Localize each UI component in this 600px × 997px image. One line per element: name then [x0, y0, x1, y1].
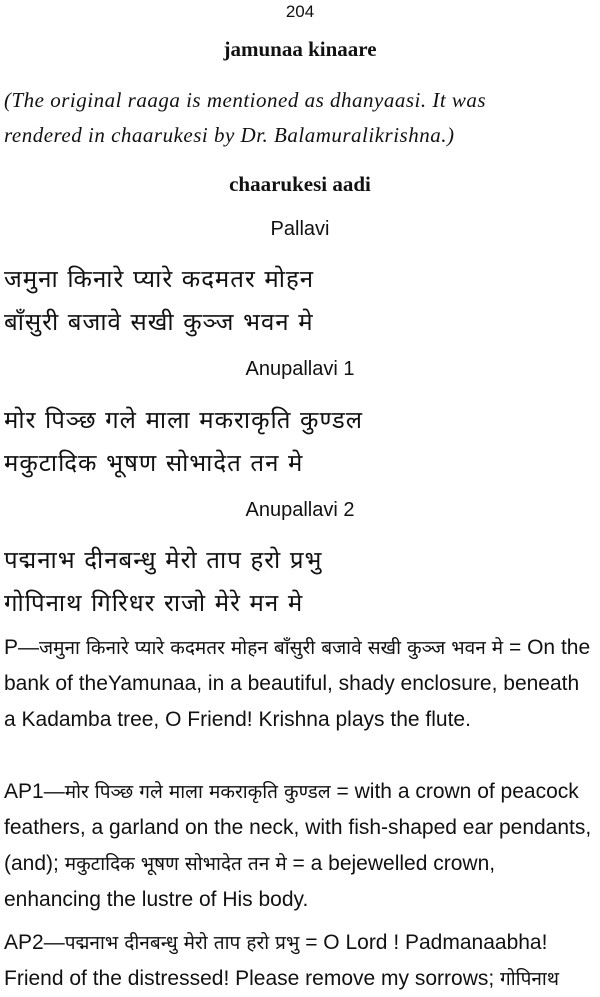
song-title: jamunaa kinaare [223, 37, 377, 61]
anupallavi-1-meaning-text-1: = with a crown of peacock feathers, a garland on the neck, with fish-shaped ear pendants, (and); [4, 780, 592, 875]
anupallavi-2-line-2: गोपिनाथ गिरिधर राजो मेरे मन मे [4, 589, 304, 617]
anupallavi-1-meaning [4, 774, 596, 918]
anupallavi-1-meaning-devanagari-1: मोर पिञ्छ गले माला मकराकृति कुण्डल [64, 781, 331, 803]
pallavi-meaning [4, 630, 596, 738]
pallavi-line-2: बाँसुरी बजावे सखी कुञ्ज भवन मे [4, 308, 314, 336]
pallavi-line-1: जमुना किनारे प्यारे कदमतर मोहन [4, 265, 315, 293]
anupallavi-2-meaning-devanagari-1: पद्मनाभ दीनबन्धु मेरो ताप हरो प्रभु [64, 932, 300, 954]
pallavi-meaning-devanagari: जमुना किनारे प्यारे कदमतर मोहन बाँसुरी बजावे सखी कुञ्ज भवन मे [39, 637, 504, 659]
raga-tala-heading: chaarukesi aadi [229, 172, 371, 196]
anupallavi-2-meaning [4, 925, 596, 997]
anupallavi-1-line-1: मोर पिञ्छ गले माला मकराकृति कुण्डल [4, 406, 363, 434]
page-number: 204 [285, 2, 315, 21]
pallavi-meaning-text: = On the bank of theYamunaa, in a beautiful, shady enclosure, beneath a Kadamba tree, O Friend! Krishna plays the flute. [4, 636, 591, 731]
anupallavi-2-line-1: पद्मनाभ दीनबन्धु मेरो ताप हरो प्रभु [4, 546, 323, 574]
anupallavi-2-meaning-text-1: = O Lord ! Padmanaabha! Friend of the distressed! Please remove my sorrows; [4, 931, 548, 990]
anupallavi-2-meaning-devanagari-2: गोपिनाथ [500, 968, 559, 990]
pallavi-meaning-prefix: P— [4, 636, 40, 659]
pallavi-heading: Pallavi [270, 218, 330, 240]
note-line-2: rendered in chaarukesi by Dr. Balamuralikrishna.) [4, 123, 455, 147]
anupallavi-2-meaning-prefix: AP2— [4, 931, 65, 954]
anupallavi-1-line-2: मकुटादिक भूषण सोभादेत तन मे [4, 449, 304, 477]
anupallavi-2-heading: Anupallavi 2 [245, 499, 355, 521]
anupallavi-1-heading: Anupallavi 1 [245, 358, 355, 380]
anupallavi-1-meaning-prefix: AP1— [4, 780, 65, 803]
anupallavi-1-meaning-devanagari-2: मकुटादिक भूषण सोभादेत तन मे [64, 853, 287, 875]
anupallavi-1-meaning-text-2: = a bejewelled crown, enhancing the lustre of His body. [4, 852, 496, 911]
note-line-1: (The original raaga is mentioned as dhanyaasi. It was [4, 88, 487, 112]
